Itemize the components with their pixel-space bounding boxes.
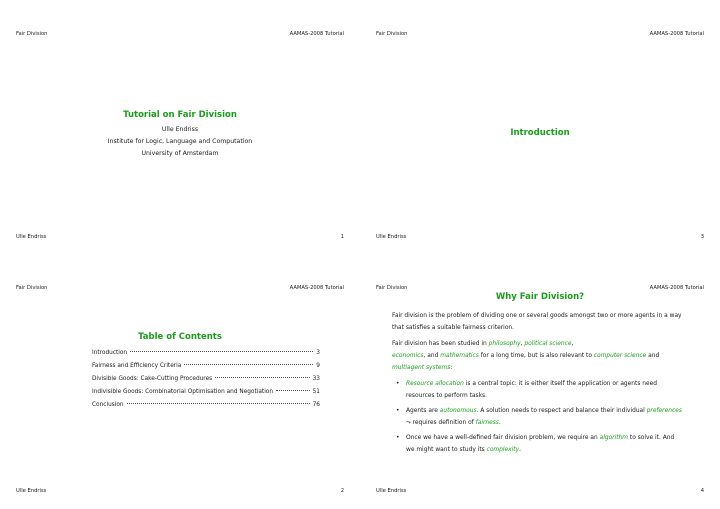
slide-title (0, 0, 360, 254)
toc-entry-page: 51 (312, 389, 320, 395)
toc-entry[interactable] (92, 376, 320, 389)
toc-entry-page: 9 (316, 363, 320, 369)
slide-header (376, 31, 704, 37)
slide-header (376, 285, 704, 291)
term-preferences: preferences (646, 408, 682, 414)
term-resource-allocation: Resource allocation (406, 381, 464, 387)
bullet-item: • Once we have a well-defined fair division problem, we require an algorithm to solve it. And we might want to study its complexity. (392, 432, 682, 456)
term-fairness: fairness (475, 420, 499, 426)
toc-entry[interactable] (92, 402, 320, 415)
paragraph-definition: Fair division is the problem of dividing one or several goods amongst two or more agents in a way that satisfies a suitable fairness criterion. (392, 313, 682, 331)
page-number: 3 (700, 234, 704, 240)
toc-entry[interactable] (92, 389, 320, 402)
toc-entry-page: 76 (312, 402, 320, 408)
slide-why-fair-division (360, 254, 720, 508)
slide-footer (376, 234, 704, 240)
toc-entry-label: Conclusion (92, 402, 124, 408)
toc-leader (130, 351, 313, 352)
slide-table-of-contents (0, 254, 360, 508)
toc-leader (127, 403, 310, 404)
bullet-icon: • (396, 381, 400, 387)
term-multiagent-systems: multiagent systems (392, 365, 451, 371)
term-computer-science: computer science (593, 353, 647, 359)
toc-entry-label: Introduction (92, 350, 128, 356)
toc-entry[interactable] (92, 363, 320, 376)
bullet-item: • Resource allocation is a central topic: it is either itself the application or agents need resources to perform tasks. (392, 378, 682, 402)
term-economics: economics (392, 353, 424, 359)
page-number: 4 (700, 488, 704, 494)
slide-title-heading: Tutorial on Fair Division (123, 110, 237, 120)
slide-heading: Why Fair Division? (495, 292, 585, 302)
page-number: 2 (340, 488, 344, 494)
toc-title: Table of Contents (138, 332, 222, 342)
header-left: Fair Division (16, 31, 48, 37)
toc-leader (184, 364, 313, 365)
toc-entry-label: Divisible Goods: Cake-Cutting Procedures (92, 376, 213, 382)
slide-header (16, 285, 344, 291)
slide-body (392, 310, 682, 459)
footer-author: Ulle Endriss (16, 234, 47, 240)
toc-entry-label: Indivisible Goods: Combinatorial Optimisation and Negotiation (92, 389, 274, 395)
section-title: Introduction (510, 128, 570, 138)
toc-entry-page: 33 (312, 376, 320, 382)
header-right: AAMAS-2008 Tutorial (289, 285, 344, 291)
slide-footer (16, 488, 344, 494)
page-number: 1 (340, 234, 344, 240)
term-algorithm: algorithm (599, 435, 629, 441)
term-mathematics: mathematics (440, 353, 479, 359)
footer-author: Ulle Endriss (16, 488, 47, 494)
term-political-science: political science (524, 341, 572, 347)
bullet-item: • Agents are autonomous. A solution needs to respect and balance their individual preferences ⤳ requires definition of fairness. (392, 405, 682, 429)
toc-entry-page: 3 (316, 350, 320, 356)
footer-author: Ulle Endriss (376, 234, 407, 240)
toc-entry[interactable] (92, 350, 320, 363)
term-complexity: complexity (486, 447, 520, 453)
header-left: Fair Division (376, 285, 408, 291)
slide-introduction (360, 0, 720, 254)
term-philosophy: philosophy (488, 341, 521, 347)
leadsto-icon: ⤳ (406, 420, 413, 426)
term-autonomous: autonomous (439, 408, 477, 414)
toc-leader (276, 390, 310, 391)
university-name: University of Amsterdam (141, 150, 219, 157)
toc-list (92, 350, 320, 415)
paragraph-fields: Fair division has been studied in philosophy, political science, economics, and mathematics for a long time, but is also relevant to computer science and multiagent systems: (392, 341, 660, 371)
slide-footer (16, 234, 344, 240)
bullet-icon: • (396, 408, 400, 414)
bullet-list (392, 378, 682, 456)
slide-footer (376, 488, 704, 494)
header-right: AAMAS-2008 Tutorial (289, 31, 344, 37)
header-right: AAMAS-2008 Tutorial (649, 31, 704, 37)
footer-author: Ulle Endriss (376, 488, 407, 494)
header-left: Fair Division (376, 31, 408, 37)
author-name: Ulle Endriss (161, 126, 199, 133)
bullet-icon: • (396, 435, 400, 441)
header-right: AAMAS-2008 Tutorial (649, 285, 704, 291)
institute-name: Institute for Logic, Language and Computation (107, 138, 253, 145)
toc-entry-label: Fairness and Efficiency Criteria (92, 363, 182, 369)
toc-leader (215, 377, 309, 378)
header-left: Fair Division (16, 285, 48, 291)
slide-header (16, 31, 344, 37)
